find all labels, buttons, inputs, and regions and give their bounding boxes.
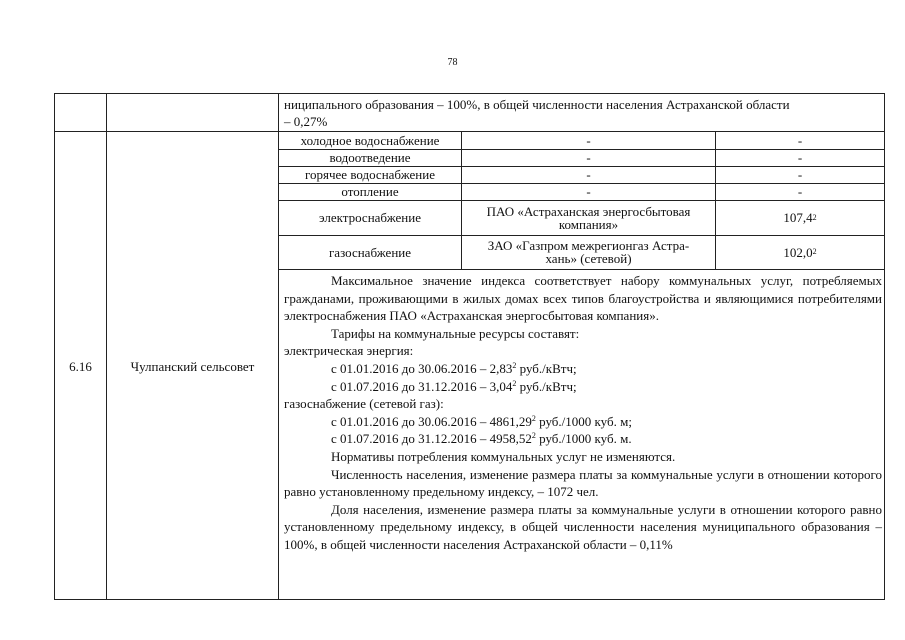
- service-index: -: [797, 150, 803, 165]
- tariff-line: с 01.01.2016 до 30.06.2016 – 2,83$^2$ руб./кВтч;: [331, 360, 577, 376]
- tariff-line: с 01.07.2016 до 31.12.2016 – 4958,52$^2$ руб./1000 куб. м.: [331, 431, 632, 447]
- paragraph-norms: Нормативы потребления коммунальных услуг не изменяются.: [331, 448, 676, 464]
- index-value: 107,4: [783, 210, 813, 225]
- service-index: -: [797, 132, 803, 148]
- service-name: отопление: [341, 184, 399, 199]
- service-name: водоотведение: [329, 150, 411, 165]
- description-text: [284, 272, 882, 554]
- tariff-line: с 01.07.2016 до 31.12.2016 – 3,04$^2$ руб./кВтч;: [331, 378, 577, 394]
- provider-line: компания»: [558, 216, 619, 232]
- data-table: [54, 93, 885, 600]
- service-provider: -: [586, 167, 591, 182]
- service-provider: [462, 200, 715, 235]
- provider-line: ПАО «Астраханская энергосбытовая: [486, 203, 691, 219]
- row-number: 6.16: [69, 358, 92, 374]
- index-value: 102,0: [783, 244, 813, 260]
- service-name: холодное водоснабжение: [300, 132, 440, 148]
- service-provider: -: [586, 184, 591, 199]
- service-provider: -: [586, 132, 591, 148]
- service-provider: -: [586, 150, 591, 165]
- page-number: 78: [447, 57, 458, 68]
- tariff-line: с 01.01.2016 до 30.06.2016 – 4861,29$^2$ руб./1000 куб. м;: [331, 413, 632, 429]
- provider-line: хань» (сетевой): [545, 251, 632, 266]
- service-index: 102,0 2: [783, 244, 817, 260]
- service-name: газоснабжение: [328, 244, 412, 260]
- continuation-line: – 0,27%: [284, 114, 328, 129]
- row-divider: [278, 269, 884, 270]
- service-index: 107,4 2: [783, 210, 817, 225]
- service-index: -: [797, 167, 803, 182]
- service-provider: [462, 235, 715, 269]
- paragraph-population-share: Доля населения, изменение размера платы за коммунальные услуги в отношении которого равно установленному предельному индексу, в общей численности населения муниципального образования – 100%, в общей численности населения Астраханской области – 0,11%: [284, 501, 882, 552]
- paragraph-population: Численность населения, изменение размера платы за коммунальные услуги в отношении которого равно установленному предельному индексу, – 1072 чел.: [284, 466, 882, 500]
- service-index: -: [797, 184, 803, 199]
- paragraph-electricity-heading: электрическая энергия:: [284, 343, 414, 359]
- service-name: электроснабжение: [319, 210, 421, 225]
- paragraph-max-index: Максимальное значение индекса соответствует набору коммунальных услуг, потребляемых гражданами, проживающими в жилых домах всех типов благоустройства и являющимися потребителями электроснабжения ПАО «Астраханская энергосбытовая компания».: [284, 273, 882, 324]
- paragraph-tariffs-heading: Тарифы на коммунальные ресурсы составят:: [331, 325, 580, 341]
- continuation-line: ниципального образования – 100%, в общей численности населения Астраханской области: [284, 97, 790, 112]
- provider-line: ЗАО «Газпром межрегионгаз Астра-: [487, 238, 690, 253]
- paragraph-gas-heading: газоснабжение (сетевой газ):: [284, 396, 444, 412]
- settlement-name: Чулпанский сельсовет: [130, 358, 255, 374]
- service-name: горячее водоснабжение: [305, 167, 435, 182]
